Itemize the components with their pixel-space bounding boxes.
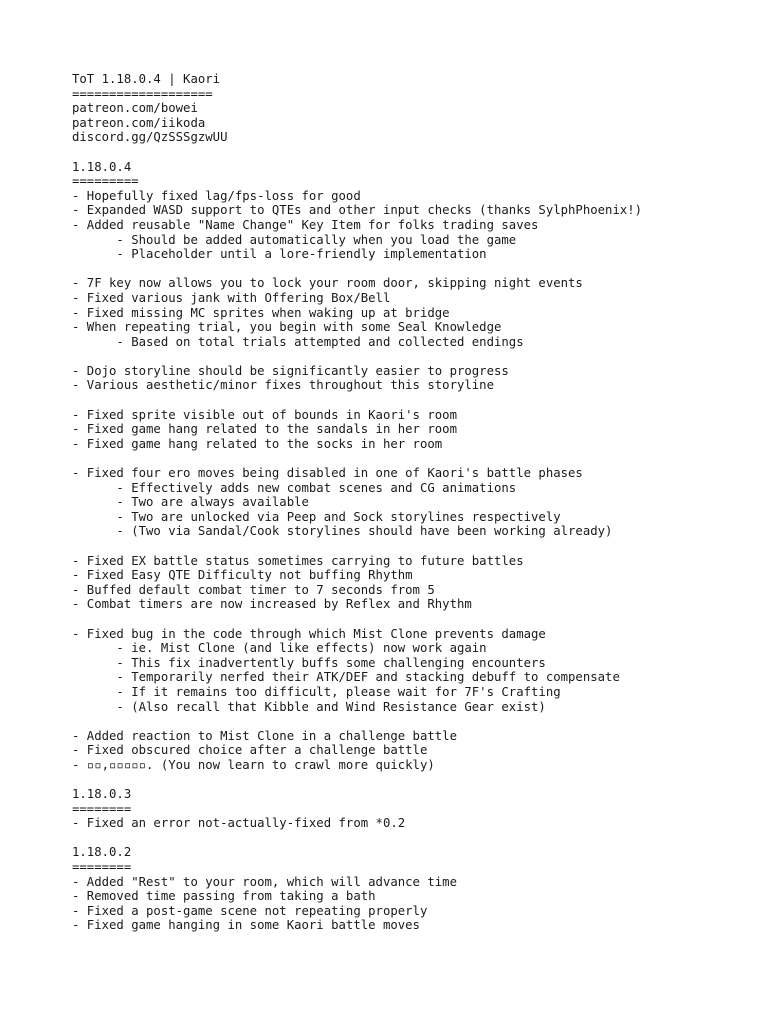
- list-item: - Fixed Easy QTE Difficulty not buffing Rhythm: [72, 568, 413, 583]
- list-item: - Added reaction to Mist Clone in a challenge battle: [72, 728, 457, 743]
- blank-line: [72, 145, 752, 160]
- list-item: - Added reusable "Name Change" Key Item for folks trading saves: [72, 217, 539, 232]
- heading-underline: ========: [72, 860, 132, 875]
- list-item: - Fixed sprite visible out of bounds in Kaori's room: [72, 407, 457, 422]
- list-item: - Combat timers are now increased by Reflex and Rhythm: [72, 597, 472, 612]
- blank-line: [72, 831, 752, 846]
- list-item: - Various aesthetic/minor fixes throughout this storyline: [72, 378, 494, 393]
- blank-line: [72, 714, 752, 729]
- sub-list-item: - Two are always available: [72, 495, 309, 510]
- sub-list-item: - If it remains too difficult, please wait for 7F's Crafting: [72, 684, 561, 699]
- list-item: - ▫▫,▫▫▫▫▫. (You now learn to crawl more quickly): [72, 757, 435, 772]
- list-item: - Dojo storyline should be significantly easier to progress: [72, 363, 509, 378]
- document-title: ToT 1.18.0.4 | Kaori: [72, 72, 221, 86]
- sub-list-item: - Placeholder until a lore-friendly implementation: [72, 247, 487, 262]
- list-item: - Removed time passing from taking a bath: [72, 889, 376, 904]
- heading-underline: =========: [72, 174, 139, 189]
- list-item: - Fixed missing MC sprites when waking up at bridge: [72, 305, 450, 320]
- list-item: - Added "Rest" to your room, which will advance time: [72, 874, 457, 889]
- list-item: - Buffed default combat timer to 7 seconds from 5: [72, 582, 435, 597]
- list-item: - Fixed four ero moves being disabled in one of Kaori's battle phases: [72, 466, 583, 481]
- blank-line: [72, 612, 752, 627]
- blank-line: [72, 451, 752, 466]
- sub-list-item: - ie. Mist Clone (and like effects) now work again: [72, 641, 487, 656]
- list-item: - Fixed an error not-actually-fixed from *0.2: [72, 816, 406, 831]
- list-item: - Fixed game hang related to the sandals in her room: [72, 422, 457, 437]
- sub-list-item: - This fix inadvertently buffs some challenging encounters: [72, 655, 546, 670]
- list-item: - Fixed obscured choice after a challenge battle: [72, 743, 428, 758]
- link-line: patreon.com/iikoda: [72, 115, 206, 130]
- sub-list-item: - Temporarily nerfed their ATK/DEF and stacking debuff to compensate: [72, 670, 620, 685]
- blank-line: [72, 349, 752, 364]
- sub-list-item: - Based on total trials attempted and collected endings: [72, 334, 524, 349]
- list-item: - Expanded WASD support to QTEs and other input checks (thanks SylphPhoenix!): [72, 203, 643, 218]
- list-item: - Fixed various jank with Offering Box/Bell: [72, 290, 391, 305]
- blank-line: [72, 262, 752, 277]
- list-item: - 7F key now allows you to lock your room door, skipping night events: [72, 276, 583, 291]
- link-line: discord.gg/QzSSSgzwUU: [72, 130, 228, 145]
- blank-line: [72, 539, 752, 554]
- list-item: - Fixed game hanging in some Kaori battle moves: [72, 918, 420, 933]
- sub-list-item: - Should be added automatically when you load the game: [72, 232, 517, 247]
- list-item: - Fixed EX battle status sometimes carrying to future battles: [72, 553, 524, 568]
- version-heading: 1.18.0.2: [72, 845, 132, 860]
- link-line: patreon.com/bowei: [72, 101, 198, 116]
- sub-list-item: - Effectively adds new combat scenes and CG animations: [72, 480, 517, 495]
- version-heading: 1.18.0.4: [72, 159, 132, 174]
- heading-underline: ========: [72, 801, 132, 816]
- list-item: - Fixed a post-game scene not repeating properly: [72, 903, 428, 918]
- blank-line: [72, 773, 752, 788]
- version-heading: 1.18.0.3: [72, 787, 132, 802]
- sub-list-item: - (Also recall that Kibble and Wind Resistance Gear exist): [72, 699, 546, 714]
- sub-list-item: - Two are unlocked via Peep and Sock storylines respectively: [72, 509, 561, 524]
- list-item: - Hopefully fixed lag/fps-loss for good: [72, 188, 361, 203]
- heading-underline: ===================: [72, 86, 213, 101]
- list-item: - Fixed game hang related to the socks in her room: [72, 436, 443, 451]
- list-item: - Fixed bug in the code through which Mist Clone prevents damage: [72, 626, 546, 641]
- sub-list-item: - (Two via Sandal/Cook storylines should have been working already): [72, 524, 613, 539]
- list-item: - When repeating trial, you begin with some Seal Knowledge: [72, 320, 502, 335]
- blank-line: [72, 393, 752, 408]
- changelog-document: [72, 72, 752, 933]
